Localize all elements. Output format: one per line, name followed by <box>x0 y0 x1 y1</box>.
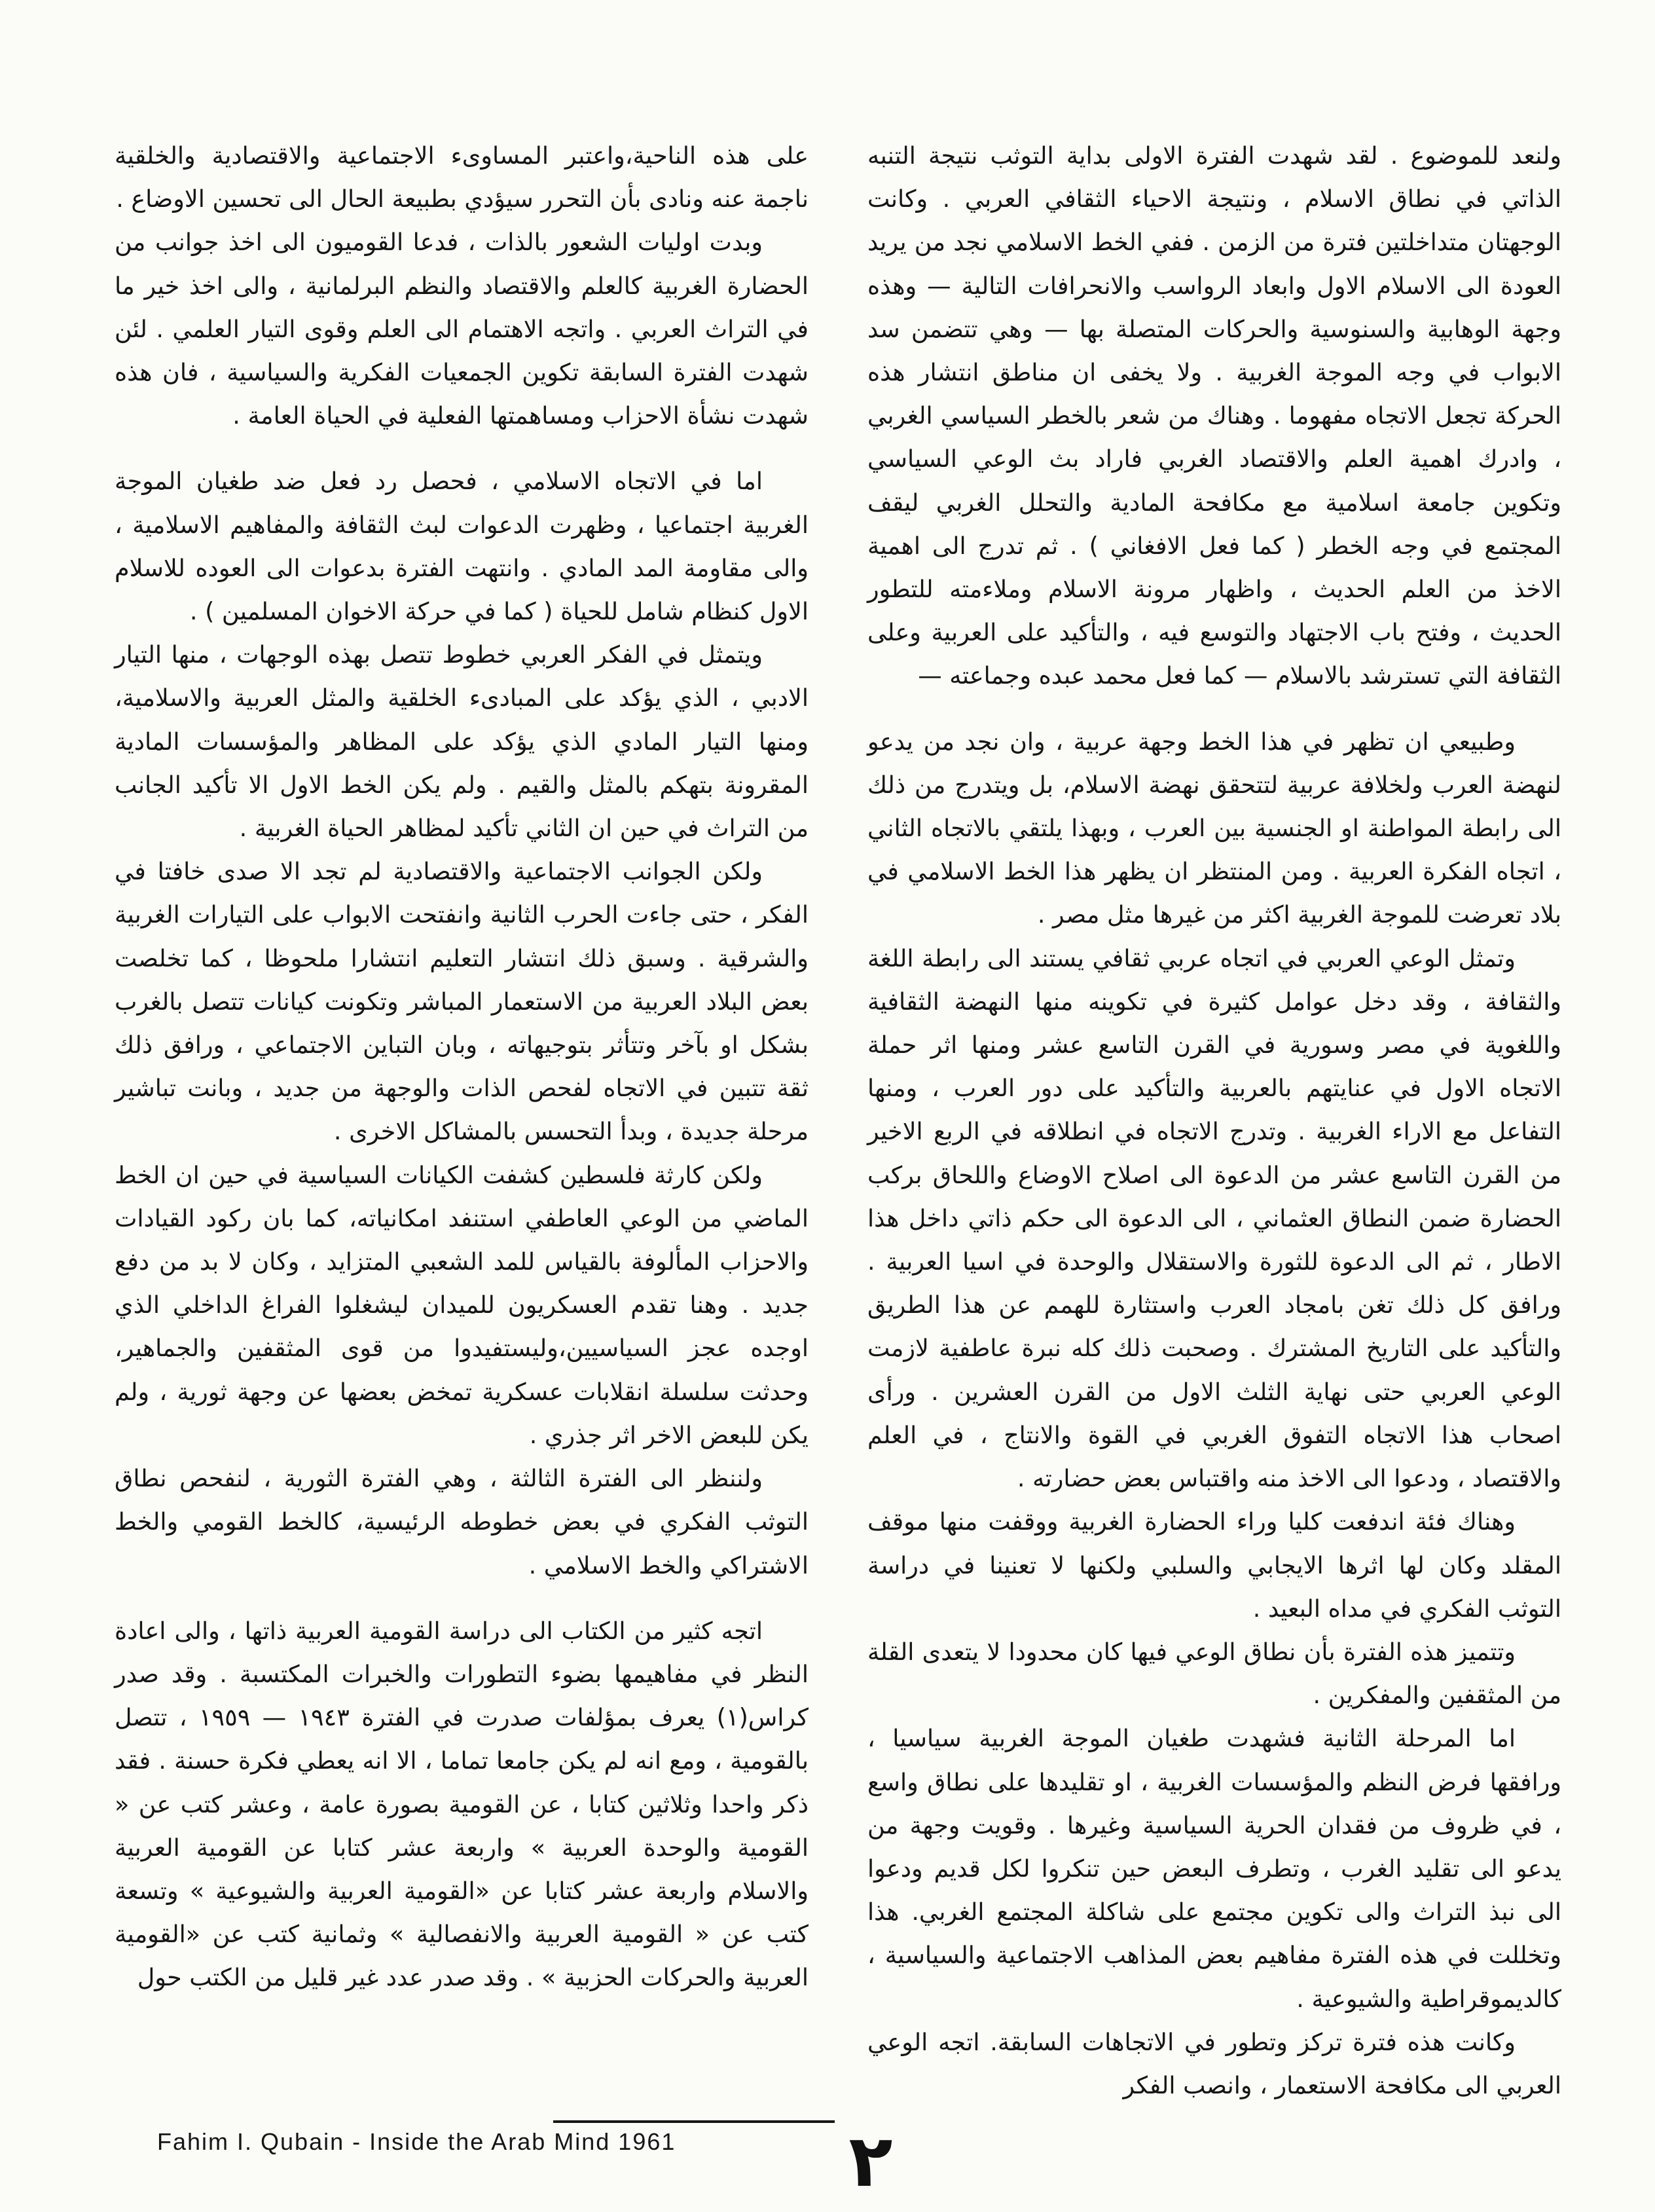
paragraph: ولنعد للموضوع . لقد شهدت الفترة الاولى بداية التوثب نتيجة التنبه الذاتي في نطاق الاسلام ، ونتيجة الاحياء الثقافي العربي . وكانت الوجهتان متداخلتين فترة من الزمن . ففي الخط الاسلامي نجد من يريد العودة الى الاسلام الاول وابعاد الرواسب والانحرافات التالية — وهذه وجهة الوهابية والسنوسية والحركات المتصلة بها — وهي تتضمن سد الابواب في وجه الموجة الغربية . ولا يخفى ان مناطق انتشار هذه الحركة تجعل الاتجاه مفهوما . وهناك من شعر بالخطر السياسي الغربي ، وادرك اهمية العلم والاقتصاد الغربي فاراد بث الوعي السياسي وتكوين جامعة اسلامية مع مكافحة المادية والتحلل الغربي ليقف المجتمع في وجه الخطر ( كما فعل الافغاني ) . ثم تدرج الى اهمية الاخذ من العلم الحديث ، واظهار مرونة الاسلام وملاءمته للتطور الحديث ، وفتح باب الاجتهاد والتوسع فيه ، والتأكيد على العربية وعلى الثقافة التي تسترشد بالاسلام — كما فعل محمد عبده وجماعته — <box>867 141 1561 690</box>
paragraph: اتجه كثير من الكتاب الى دراسة القومية العربية ذاتها ، والى اعادة النظر في مفاهيمها بضوء التطورات والخبرات المكتسبة . وقد صدر كراس(١) يعرف بمؤلفات صدرت في الفترة ١٩٤٣ — ١٩٥٩ ، تتصل بالقومية ، ومع انه لم يكن جامعا تماما ، الا انه يعطي فكرة حسنة . فقد ذكر واحدا وثلاثين كتابا ، عن القومية بصورة عامة ، وعشر كتب عن « القومية والوحدة العربية » واربعة عشر كتابا عن القومية العربية والاسلام واربعة عشر كتابا عن «القومية العربية والشيوعية » وتسعة كتب عن « القومية العربية والانفصالية » وثمانية كتب عن «القومية العربية والحركات الحزبية » . وقد صدر عدد غير قليل من الكتب حول <box>115 1616 809 1992</box>
paragraph: على هذه الناحية،واعتبر المساوىء الاجتماعية والاقتصادية والخلقية ناجمة عنه ونادى بأن التحرر سيؤدي بطبيعة الحال الى تحسين الاوضاع . <box>115 141 809 213</box>
paragraph: وتتميز هذه الفترة بأن نطاق الوعي فيها كان محدودا لا يتعدى القلة من المثقفين والمفكرين . <box>867 1637 1561 1710</box>
page-number: ٢ <box>848 2119 893 2203</box>
paragraph: ويتمثل في الفكر العربي خطوط تتصل بهذه الوجهات ، منها التيار الادبي ، الذي يؤكد على المبادىء الخلقية والمثل العربية والاسلامية، ومنها التيار المادي الذي يؤكد على المظاهر والمؤسسات المادية المقرونة بتهكم بالمثل والقيم . ولم يكن الخط الاول الا تأكيد الجانب من التراث في حين ان الثاني تأكيد لمظاهر الحياة الغربية . <box>115 640 809 843</box>
footnote: Fahim I. Qubain - Inside the Arab Mind 1961 <box>157 2128 676 2155</box>
paragraph: وتمثل الوعي العربي في اتجاه عربي ثقافي يستند الى رابطة اللغة والثقافة ، وقد دخل عوامل كثيرة في تكوينه منها النهضة الثقافية واللغوية في مصر وسورية في القرن التاسع عشر ومنها اثر حملة الاتجاه الاول في عنايتهم بالعربية والتأكيد على دور العرب ، ومنها التفاعل مع الاراء الغربية . وتدرج الاتجاه في انطلاقه في الربع الاخير من القرن التاسع عشر من الدعوة الى اصلاح الاوضاع واللحاق بركب الحضارة ضمن النطاق العثماني ، الى الدعوة الى حكم ذاتي داخل هذا الاطار ، ثم الى الدعوة للثورة والاستقلال والوحدة في اسيا العربية . ورافق كل ذلك تغن بامجاد العرب واستثارة للهمم عن هذا الطريق والتأكيد على التاريخ المشترك . وصحبت ذلك كله نبرة عاطفية لازمت الوعي العربي حتى نهاية الثلث الاول من القرن العشرين . ورأى اصحاب هذا الاتجاه التفوق الغربي في القوة والانتاج ، في العلم والاقتصاد ، ودعوا الى الاخذ منه واقتباس بعض حضارته . <box>867 944 1561 1493</box>
paragraph: ولكن كارثة فلسطين كشفت الكيانات السياسية في حين ان الخط الماضي من الوعي العاطفي استنفد امكانياته، كما بان ركود القيادات والاحزاب المألوفة بالقياس للمد الشعبي المتزايد ، وكان لا بد من دفع جديد . وهنا تقدم العسكريون للميدان ليشغلوا الفراغ الداخلي الذي اوجده عجز السياسيين،وليستفيدوا من قوى المثقفين والجماهير، وحدثت سلسلة انقلابات عسكرية تمخض بعضها عن وجهة ثورية ، ولم يكن للبعض الاخر اثر جذري . <box>115 1160 809 1449</box>
left-column <box>115 134 809 2000</box>
right-column <box>867 134 1561 2107</box>
paragraph: ولكن الجوانب الاجتماعية والاقتصادية لم تجد الا صدى خافتا في الفكر ، حتى جاءت الحرب الثانية وانفتحت الابواب على التيارات الغربية والشرقية . وسبق ذلك انتشار التعليم انتشارا ملحوظا ، كما تخلصت بعض البلاد العربية من الاستعمار المباشر وتكونت كيانات تتصل بالغرب بشكل او بآخر وتتأثر بتوجيهاته ، وبان التباين الاجتماعي ، ورافق ذلك ثقة تتبين في الاتجاه لفحص الذات والوجهة من جديد ، وبانت تباشير مرحلة جديدة ، وبدأ التحسس بالمشاكل الاخرى . <box>115 857 809 1146</box>
paragraph: وكانت هذه فترة تركز وتطور في الاتجاهات السابقة. اتجه الوعي العربي الى مكافحة الاستعمار ، وانصب الفكر <box>867 2027 1561 2099</box>
footnote-divider <box>553 2120 835 2123</box>
paragraph: اما المرحلة الثانية فشهدت طغيان الموجة الغربية سياسيا ، ورافقها فرض النظم والمؤسسات الغربية ، او تقليدها على نطاق واسع ، في ظروف من فقدان الحرية السياسية وغيرها . وقويت وجهة من يدعو الى تقليد الغرب ، وتطرف البعض حين تنكروا لكل قديم ودعوا الى نبذ التراث والى تكوين مجتمع على شاكلة المجتمع الغربي. هذا وتخللت في هذه الفترة مفاهيم بعض المذاهب الاجتماعية والسياسية ، كالديموقراطية والشيوعية . <box>867 1724 1561 2013</box>
paragraph: ولننظر الى الفترة الثالثة ، وهي الفترة الثورية ، لنفحص نطاق التوثب الفكري في بعض خطوطه الرئيسية، كالخط القومي والخط الاشتراكي والخط الاسلامي . <box>115 1464 809 1579</box>
paragraph: وبدت اوليات الشعور بالذات ، فدعا القوميون الى اخذ جوانب من الحضارة الغربية كالعلم والاقتصاد والنظم البرلمانية ، والى اخذ خير ما في التراث العربي . واتجه الاهتمام الى العلم وقوى التيار العلمي . لئن شهدت الفترة السابقة تكوين الجمعيات الفكرية والسياسية ، فان هذه شهدت نشأة الاحزاب ومساهمتها الفعلية في الحياة العامة . <box>115 228 809 430</box>
paragraph: اما في الاتجاه الاسلامي ، فحصل رد فعل ضد طغيان الموجة الغربية اجتماعيا ، وظهرت الدعوات لبث الثقافة والمفاهيم الاسلامية ، والى مقاومة المد المادي . وانتهت الفترة بدعوات الى العوده للاسلام الاول كنظام شامل للحياة ( كما في حركة الاخوان المسلمين ) . <box>115 467 809 626</box>
paragraph: وهناك فئة اندفعت كليا وراء الحضارة الغربية ووقفت منها موقف المقلد وكان لها اثرها الايجابي والسلبي ولكنها لا تعنينا في دراسة التوثب الفكري في مداه البعيد . <box>867 1507 1561 1623</box>
paragraph: وطبيعي ان تظهر في هذا الخط وجهة عربية ، وان نجد من يدعو لنهضة العرب ولخلافة عربية لتتحقق نهضة الاسلام، بل ويتدرج من ذلك الى رابطة المواطنة او الجنسية بين العرب ، وبهذا يلتقي بالاتجاه الثاني ، اتجاه الفكرة العربية . ومن المنتظر ان يظهر هذا الخط الاسلامي في بلاد تعرضت للموجة الغربية اكثر من غيرها مثل مصر . <box>867 727 1561 929</box>
